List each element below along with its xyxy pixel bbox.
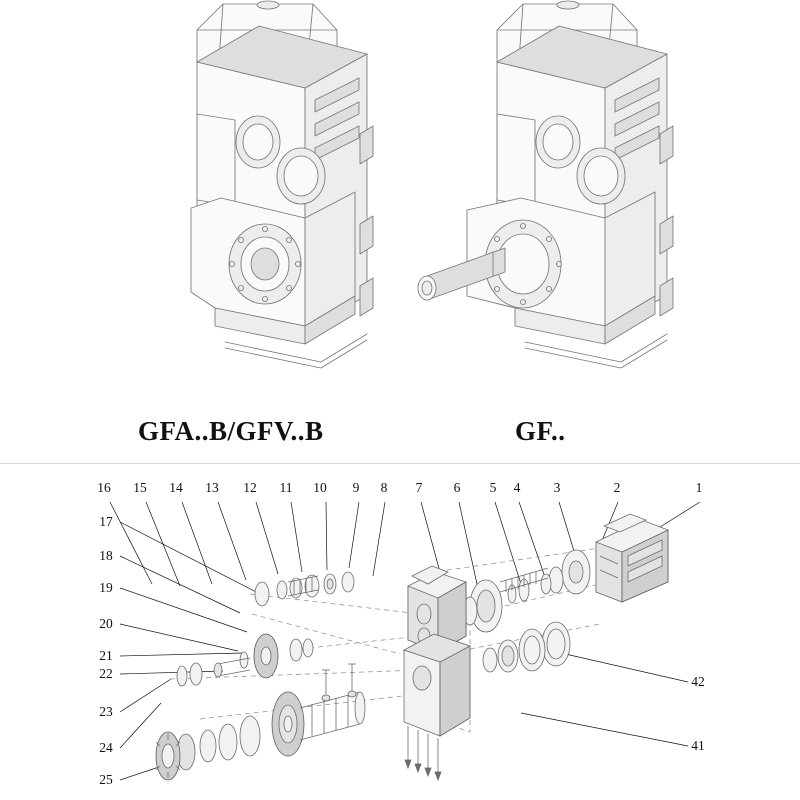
callout-13: 13 [205,480,219,495]
callout-12: 12 [243,480,257,495]
callout-2: 2 [613,480,621,495]
callout-5: 5 [489,480,497,495]
callout-42: 42 [691,674,705,689]
gearbox-view-right [405,0,705,406]
callout-18: 18 [99,548,113,563]
callout-1: 1 [695,480,703,495]
callout-24: 24 [99,740,113,755]
callout-9: 9 [352,480,360,495]
callout-6: 6 [453,480,461,495]
callout-7: 7 [415,480,423,495]
callout-3: 3 [553,480,561,495]
callout-14: 14 [169,480,183,495]
callout-10: 10 [313,480,327,495]
callout-numbers-right [691,674,705,753]
callout-41: 41 [691,738,705,753]
exploded-assembly-drawing [0,464,800,800]
caption-gf: GF.. [515,416,566,446]
exploded-view-section [0,464,800,800]
callout-16: 16 [97,480,111,495]
callout-23: 23 [99,704,113,719]
callout-25: 25 [99,772,113,787]
callout-19: 19 [99,580,113,595]
callout-17: 17 [99,514,113,529]
callout-21: 21 [99,648,113,663]
callout-20: 20 [99,616,113,631]
callout-15: 15 [133,480,147,495]
callout-22: 22 [99,666,113,681]
callout-4: 4 [513,480,521,495]
callout-numbers-top [97,480,702,495]
callout-8: 8 [380,480,388,495]
callout-11: 11 [279,480,293,495]
gearbox-left-drawing [105,0,395,406]
callout-numbers-left [99,514,113,787]
caption-gfa-gfv: GFA..B/GFV..B [138,416,324,446]
gearbox-right-drawing [405,0,705,406]
gearbox-view-left [105,0,395,406]
